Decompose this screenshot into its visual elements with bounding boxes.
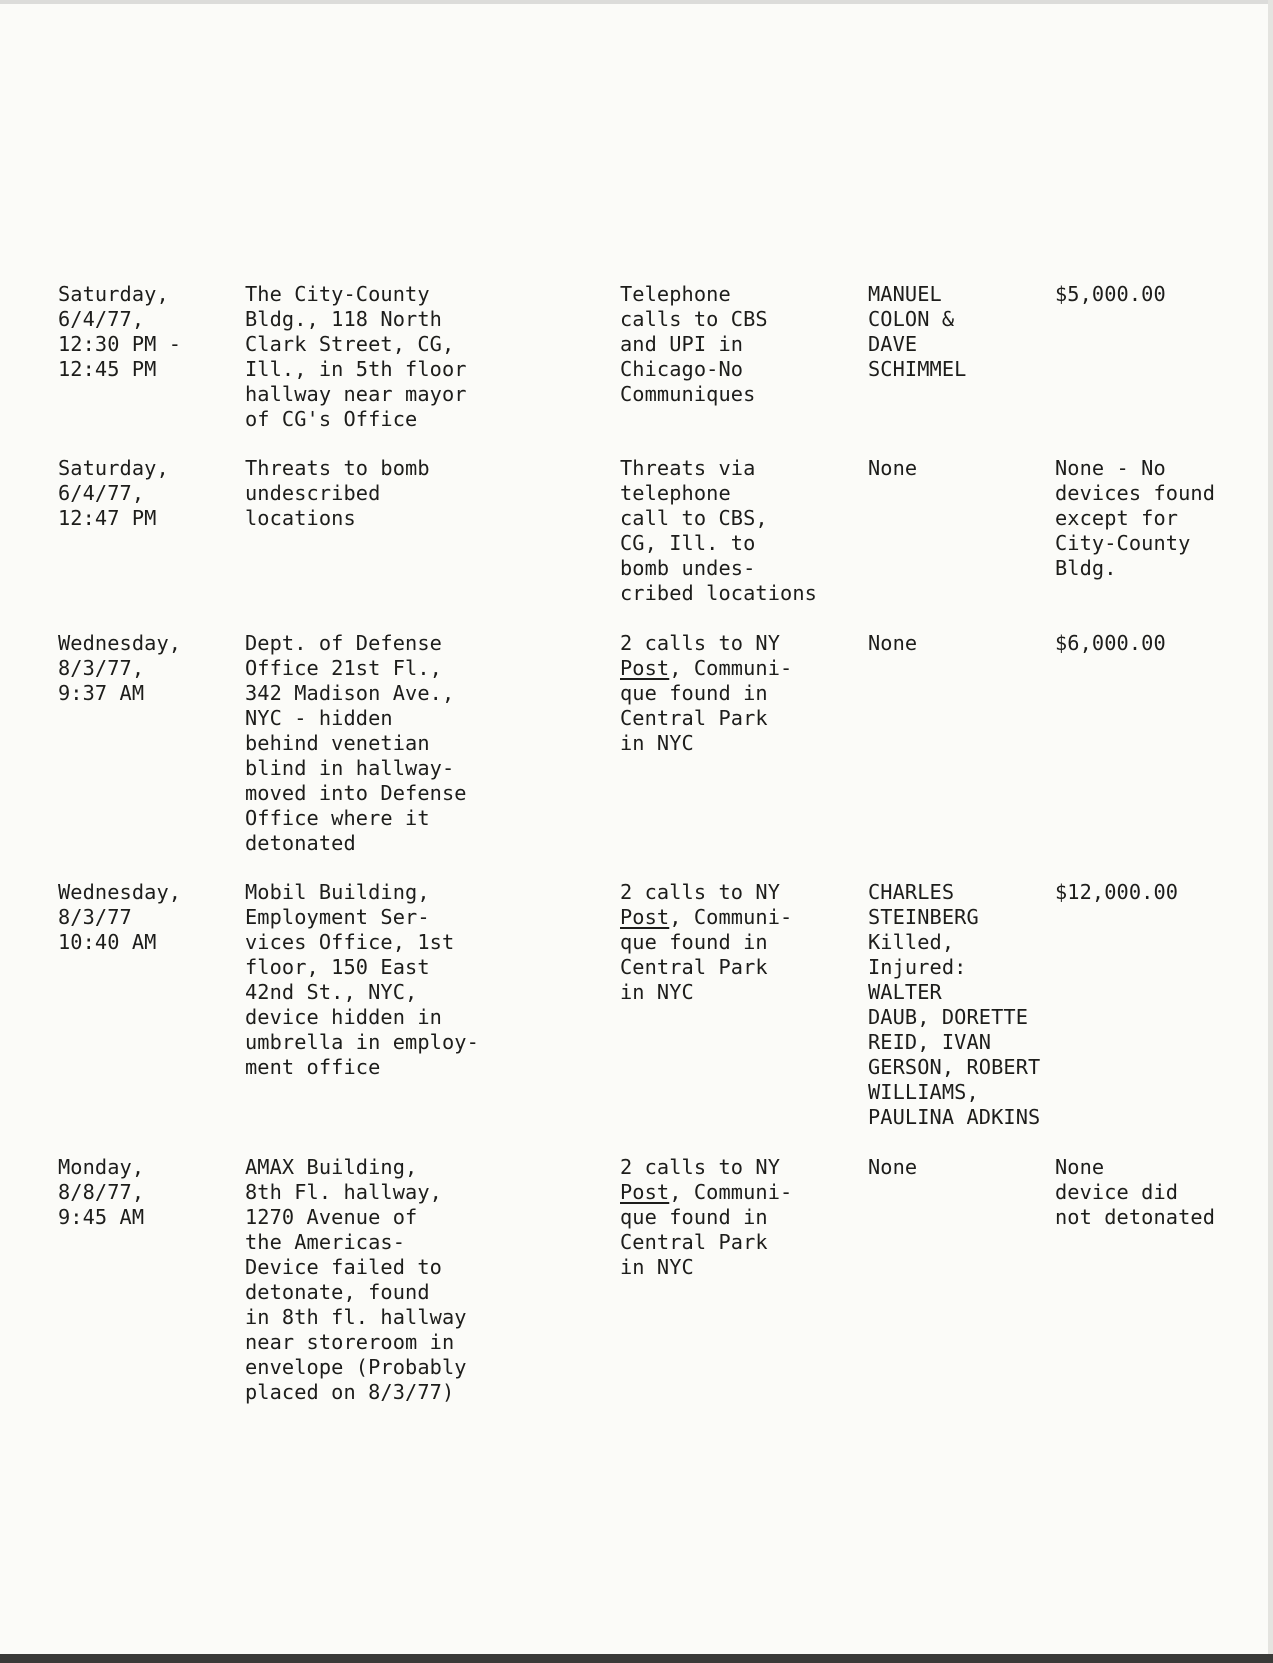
claim-line: in NYC: [620, 731, 694, 755]
damage-cell: None - No devices found except for City-County Bldg.: [1055, 456, 1216, 580]
claim-line: Central Park: [620, 706, 768, 730]
date-cell: Saturday, 6/4/77, 12:30 PM - 12:45 PM: [58, 282, 182, 381]
casualties-cell: None: [868, 456, 918, 480]
casualties-cell: MANUEL COLON & DAVE SCHIMMEL: [868, 282, 967, 381]
claim-line: Post, Communi-: [620, 1180, 793, 1204]
claim-line: 2 calls to NY: [620, 631, 781, 655]
claim-line: calls to CBS: [620, 307, 768, 331]
casualties-cell: CHARLES STEINBERG Killed, Injured: WALTER DAUB, DORETTE REID, IVAN GERSON, ROBERT WILLIAMS, PAULINA ADKINS: [868, 880, 1041, 1129]
damage-cell: None device did not detonated: [1055, 1155, 1216, 1229]
claim-line: CG, Ill. to: [620, 531, 756, 555]
claim-line: que found in: [620, 681, 768, 705]
location-cell: The City-County Bldg., 118 North Clark Street, CG, Ill., in 5th floor hallway near mayor of CG's Office: [245, 282, 467, 431]
damage-cell: $12,000.00: [1055, 880, 1179, 904]
claim-line: Threats via: [620, 456, 756, 480]
claim-line: que found in: [620, 1205, 768, 1229]
claim-line: call to CBS,: [620, 506, 768, 530]
claim-cell: [620, 282, 850, 407]
claim-cell: [620, 456, 850, 606]
damage-cell: $6,000.00: [1055, 631, 1166, 655]
scan-right-edge: [1268, 0, 1273, 1663]
damage-cell: $5,000.00: [1055, 282, 1166, 306]
claim-line: Telephone: [620, 282, 731, 306]
claim-cell: [620, 631, 850, 756]
date-cell: Monday, 8/8/77, 9:45 AM: [58, 1155, 145, 1229]
casualties-cell: None: [868, 1155, 918, 1179]
claim-line: and UPI in: [620, 332, 744, 356]
casualties-cell: None: [868, 631, 918, 655]
claim-line: Communiques: [620, 382, 756, 406]
claim-line: Chicago-No: [620, 357, 744, 381]
date-cell: Saturday, 6/4/77, 12:47 PM: [58, 456, 169, 530]
claim-line: in NYC: [620, 1255, 694, 1279]
claim-line: bomb undes-: [620, 556, 756, 580]
claim-line: Post, Communi-: [620, 656, 793, 680]
claim-line: cribed locations: [620, 581, 817, 605]
location-cell: Dept. of Defense Office 21st Fl., 342 Madison Ave., NYC - hidden behind venetian blind in hallway- moved into Defense Office where it detonated: [245, 631, 467, 855]
claim-line: 2 calls to NY: [620, 1155, 781, 1179]
newspaper-name: Post: [620, 656, 670, 680]
claim-line: Central Park: [620, 1230, 768, 1254]
claim-cell: [620, 880, 850, 1005]
location-cell: Threats to bomb undescribed locations: [245, 456, 430, 530]
date-cell: Wednesday, 8/3/77, 9:37 AM: [58, 631, 182, 705]
newspaper-name: Post: [620, 1180, 670, 1204]
claim-line: Central Park: [620, 955, 768, 979]
claim-line: Post, Communi-: [620, 905, 793, 929]
claim-line: telephone: [620, 481, 731, 505]
newspaper-name: Post: [620, 905, 670, 929]
document-page: [0, 4, 1268, 1654]
claim-line: que found in: [620, 930, 768, 954]
claim-line: in NYC: [620, 980, 694, 1004]
date-cell: Wednesday, 8/3/77 10:40 AM: [58, 880, 182, 954]
scan-bottom-edge: [0, 1654, 1273, 1663]
location-cell: Mobil Building, Employment Ser- vices Office, 1st floor, 150 East 42nd St., NYC, device hidden in umbrella in employ- ment office: [245, 880, 479, 1079]
claim-cell: [620, 1155, 850, 1280]
claim-line: 2 calls to NY: [620, 880, 781, 904]
location-cell: AMAX Building, 8th Fl. hallway, 1270 Avenue of the Americas- Device failed to detonate, found in 8th fl. hallway near storeroom in envelope (Probably placed on 8/3/77): [245, 1155, 467, 1404]
